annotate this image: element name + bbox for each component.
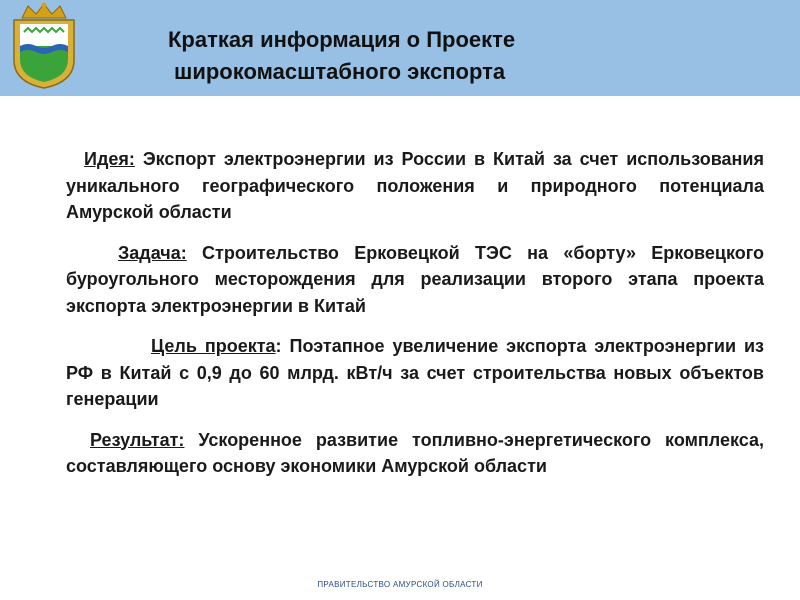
paragraph-idea	[66, 146, 764, 226]
content-body	[66, 146, 764, 494]
text-idea: Экспорт электроэнергии из России в Китай за счет использования уникального географического положения и природного потенциала Амурской области	[66, 149, 764, 222]
text-result: Ускоренное развитие топливно-энергетического комплекса, составляющего основу экономики Амурской области	[66, 429, 764, 476]
text-task: Строительство Ерковецкой ТЭС на «борту» Ерковецкого буроугольного месторождения для реализации второго этапа проекта экспорта электроэнергии в Китай	[66, 242, 764, 316]
page-title	[168, 24, 768, 88]
label-idea: Идея:	[84, 149, 135, 169]
paragraph-goal	[66, 333, 764, 413]
label-goal: Цель проекта	[151, 336, 276, 356]
title-line-1: Краткая информация о Проекте	[168, 27, 516, 52]
title-line-2: широкомасштабного экспорта	[174, 59, 506, 84]
label-goal-colon: :	[275, 336, 282, 356]
label-result: Результат:	[90, 429, 185, 450]
text-goal: Поэтапное увеличение экспорта электроэнергии из РФ в Китай с 0,9 до 60 млрд. кВт/ч за счет строительства новых объектов генерации	[66, 336, 764, 409]
footer-text: ПРАВИТЕЛЬСТВО АМУРСКОЙ ОБЛАСТИ	[317, 580, 483, 589]
paragraph-task	[66, 240, 764, 320]
label-task: Задача:	[118, 242, 187, 263]
amur-region-coat-of-arms-icon	[6, 2, 82, 90]
header-bar	[0, 0, 800, 96]
paragraph-result	[66, 427, 764, 480]
